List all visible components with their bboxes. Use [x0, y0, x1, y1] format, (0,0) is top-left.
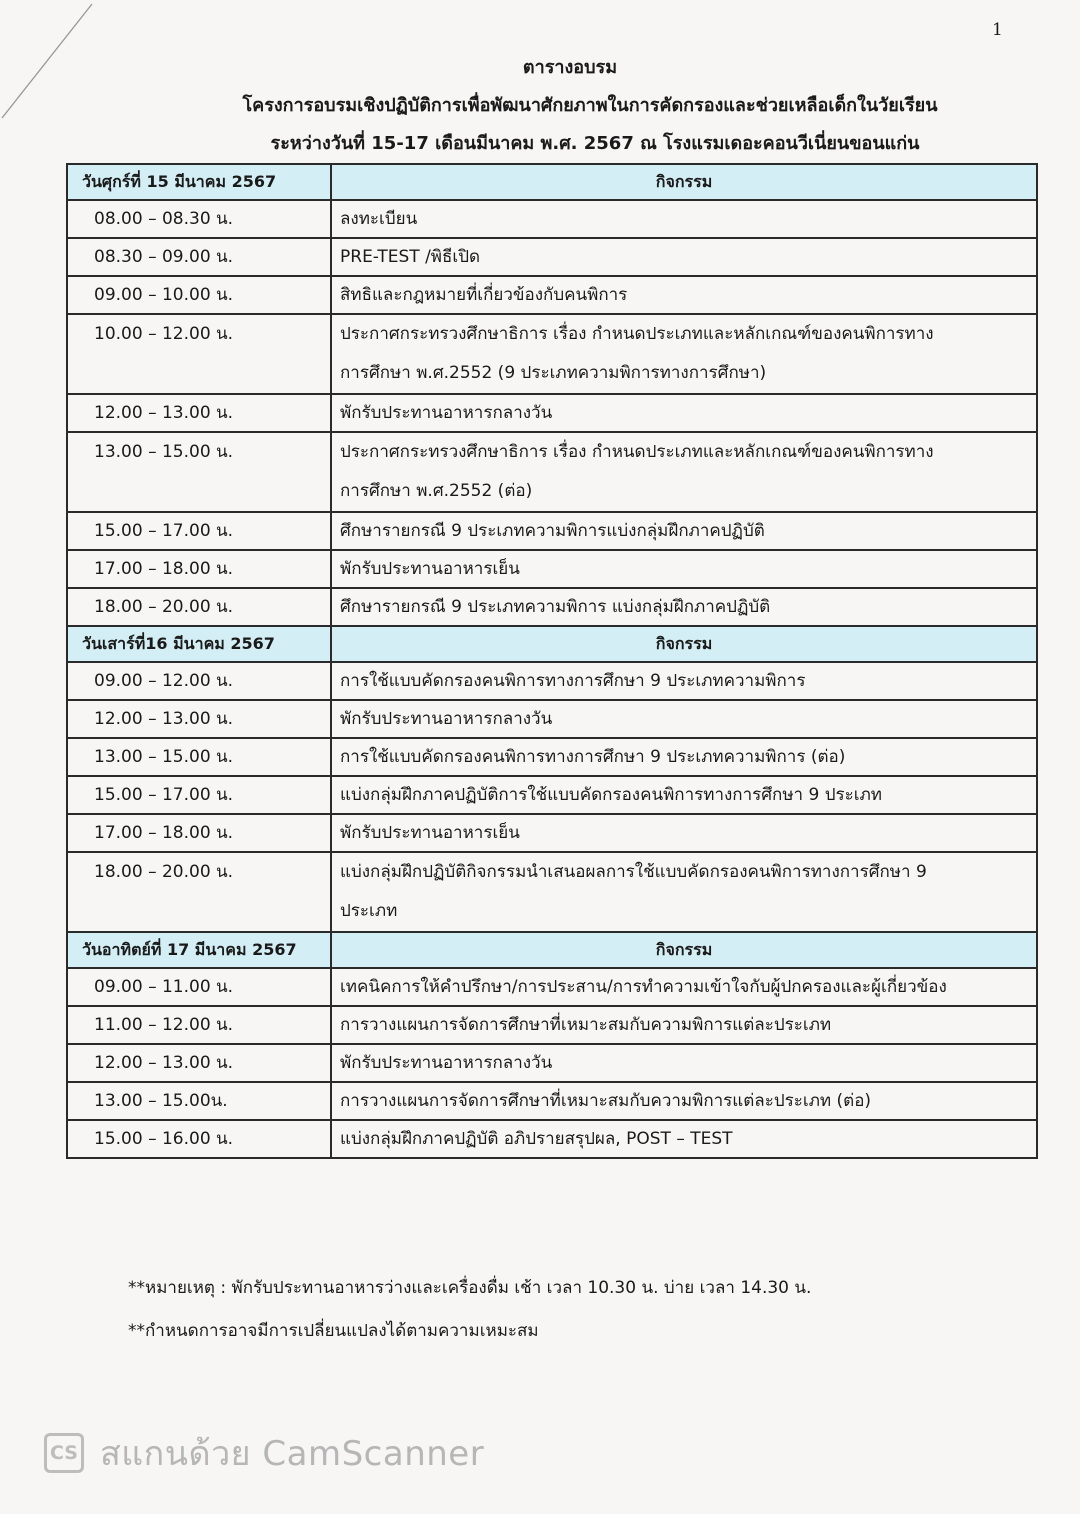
activity-column-header: กิจกรรม — [331, 626, 1037, 662]
camscanner-logo-icon: CS — [44, 1433, 84, 1473]
time-slot: 15.00 – 17.00 น. — [67, 776, 331, 814]
schedule-row — [67, 1044, 1037, 1082]
page-number: 1 — [992, 20, 1003, 40]
schedule-row — [67, 512, 1037, 550]
schedule-row — [67, 314, 1037, 394]
activity-cell — [331, 512, 1037, 550]
time-slot: 09.00 – 12.00 น. — [67, 662, 331, 700]
activity-cell — [331, 314, 1037, 394]
activity-cell — [331, 776, 1037, 814]
day-header-row — [67, 626, 1037, 662]
time-slot: 18.00 – 20.00 น. — [67, 852, 331, 932]
activity-text: พักรับประทานอาหารกลางวัน — [340, 1053, 553, 1073]
activity-cell — [331, 1044, 1037, 1082]
schedule-row — [67, 550, 1037, 588]
document-title: ตารางอบรม — [522, 57, 618, 78]
activity-column-header: กิจกรรม — [331, 932, 1037, 968]
activity-cell — [331, 238, 1037, 276]
day-header-row — [67, 164, 1037, 200]
note-refreshments: **หมายเหตุ : พักรับประทานอาหารว่างและเครื่องดื่ม เช้า เวลา 10.30 น. บ่าย เวลา 14.30 น. — [128, 1278, 812, 1298]
activity-text: พักรับประทานอาหารเย็น — [340, 559, 520, 579]
activity-text: แบ่งกลุ่มฝึกภาคปฏิบัติ อภิปรายสรุปผล, POST – TEST — [340, 1129, 733, 1149]
time-slot: 08.00 – 08.30 น. — [67, 200, 331, 238]
activity-cell — [331, 700, 1037, 738]
activity-cell — [331, 852, 1037, 932]
activity-text: พักรับประทานอาหารกลางวัน — [340, 403, 553, 423]
activity-text: การวางแผนการจัดการศึกษาที่เหมาะสมกับความพิการแต่ละประเภท (ต่อ) — [340, 1091, 872, 1111]
day-label: วันอาทิตย์ที่ 17 มีนาคม 2567 — [67, 932, 331, 968]
day-label: วันศุกร์ที่ 15 มีนาคม 2567 — [67, 164, 331, 200]
watermark-text: สแกนด้วย CamScanner — [100, 1434, 485, 1474]
time-slot: 18.00 – 20.00 น. — [67, 588, 331, 626]
schedule-row — [67, 394, 1037, 432]
schedule-row — [67, 238, 1037, 276]
camscanner-watermark — [44, 1428, 484, 1478]
schedule-row — [67, 852, 1037, 932]
activity-text: ศึกษารายกรณี 9 ประเภทความพิการ แบ่งกลุ่มฝึกภาคปฏิบัติ — [340, 597, 771, 617]
activity-text: แบ่งกลุ่มฝึกภาคปฏิบัติการใช้แบบคัดกรองคนพิการทางการศึกษา 9 ประเภท — [340, 785, 882, 805]
activity-cell — [331, 432, 1037, 512]
activity-text: ประกาศกระทรวงศึกษาธิการ เรื่อง กำหนดประเภทและหลักเกณฑ์ของคนพิการทาง — [340, 324, 934, 344]
schedule-row — [67, 588, 1037, 626]
schedule-row — [67, 814, 1037, 852]
activity-text: ลงทะเบียน — [340, 209, 418, 229]
schedule-row — [67, 432, 1037, 512]
activity-text: การศึกษา พ.ศ.2552 (9 ประเภทความพิการทางการศึกษา) — [340, 363, 767, 383]
time-slot: 13.00 – 15.00 น. — [67, 432, 331, 512]
time-slot: 13.00 – 15.00น. — [67, 1082, 331, 1120]
schedule-row — [67, 968, 1037, 1006]
activity-cell — [331, 588, 1037, 626]
time-slot: 09.00 – 11.00 น. — [67, 968, 331, 1006]
activity-cell — [331, 814, 1037, 852]
activity-cell — [331, 662, 1037, 700]
schedule-row — [67, 700, 1037, 738]
schedule-row — [67, 662, 1037, 700]
activity-cell — [331, 200, 1037, 238]
activity-text: เทคนิคการให้คำปรึกษา/การประสาน/การทำความเข้าใจกับผู้ปกครองและผู้เกี่ยวข้อง — [340, 977, 947, 997]
time-slot: 10.00 – 12.00 น. — [67, 314, 331, 394]
activity-text: การใช้แบบคัดกรองคนพิการทางการศึกษา 9 ประเภทความพิการ (ต่อ) — [340, 747, 846, 767]
activity-cell — [331, 1082, 1037, 1120]
schedule-table — [66, 163, 1038, 1159]
schedule-row — [67, 1120, 1037, 1158]
day-header-row — [67, 932, 1037, 968]
activity-text: พักรับประทานอาหารกลางวัน — [340, 709, 553, 729]
activity-cell — [331, 276, 1037, 314]
note-schedule-change: **กำหนดการอาจมีการเปลี่ยนแปลงได้ตามความเหมะสม — [128, 1321, 539, 1341]
time-slot: 15.00 – 17.00 น. — [67, 512, 331, 550]
activity-cell — [331, 968, 1037, 1006]
schedule-row — [67, 738, 1037, 776]
activity-text: การวางแผนการจัดการศึกษาที่เหมาะสมกับความพิการแต่ละประเภท — [340, 1015, 832, 1035]
time-slot: 11.00 – 12.00 น. — [67, 1006, 331, 1044]
activity-text: สิทธิและกฎหมายที่เกี่ยวข้องกับคนพิการ — [340, 285, 628, 305]
document-dates: ระหว่างวันที่ 15-17 เดือนมีนาคม พ.ศ. 2567 ณ โรงแรมเดอะคอนวีเนี่ยนขอนแก่น — [270, 133, 920, 154]
time-slot: 13.00 – 15.00 น. — [67, 738, 331, 776]
activity-cell — [331, 1006, 1037, 1044]
activity-text: การศึกษา พ.ศ.2552 (ต่อ) — [340, 481, 533, 501]
time-slot: 08.30 – 09.00 น. — [67, 238, 331, 276]
time-slot: 17.00 – 18.00 น. — [67, 550, 331, 588]
schedule-row — [67, 1006, 1037, 1044]
day-label: วันเสาร์ที่16 มีนาคม 2567 — [67, 626, 331, 662]
activity-text: ประเภท — [340, 901, 398, 921]
time-slot: 12.00 – 13.00 น. — [67, 700, 331, 738]
schedule-row — [67, 276, 1037, 314]
activity-text: ศึกษารายกรณี 9 ประเภทความพิการแบ่งกลุ่มฝึกภาคปฏิบัติ — [340, 521, 765, 541]
document-subtitle: โครงการอบรมเชิงปฏิบัติการเพื่อพัฒนาศักยภาพในการคัดกรองและช่วยเหลือเด็กในวัยเรียน — [242, 95, 938, 116]
time-slot: 12.00 – 13.00 น. — [67, 394, 331, 432]
time-slot: 12.00 – 13.00 น. — [67, 1044, 331, 1082]
activity-text: PRE-TEST /พิธีเปิด — [340, 247, 481, 267]
activity-text: ประกาศกระทรวงศึกษาธิการ เรื่อง กำหนดประเภทและหลักเกณฑ์ของคนพิการทาง — [340, 442, 934, 462]
activity-cell — [331, 394, 1037, 432]
activity-cell — [331, 550, 1037, 588]
activity-column-header: กิจกรรม — [331, 164, 1037, 200]
activity-text: พักรับประทานอาหารเย็น — [340, 823, 520, 843]
schedule-row — [67, 1082, 1037, 1120]
schedule-row — [67, 200, 1037, 238]
time-slot: 15.00 – 16.00 น. — [67, 1120, 331, 1158]
schedule-row — [67, 776, 1037, 814]
activity-text: การใช้แบบคัดกรองคนพิการทางการศึกษา 9 ประเภทความพิการ — [340, 671, 806, 691]
time-slot: 17.00 – 18.00 น. — [67, 814, 331, 852]
activity-cell — [331, 1120, 1037, 1158]
schedule-body — [67, 164, 1037, 1158]
time-slot: 09.00 – 10.00 น. — [67, 276, 331, 314]
activity-text: แบ่งกลุ่มฝึกปฏิบัติกิจกรรมนำเสนอผลการใช้แบบคัดกรองคนพิการทางการศึกษา 9 — [340, 862, 927, 882]
activity-cell — [331, 738, 1037, 776]
